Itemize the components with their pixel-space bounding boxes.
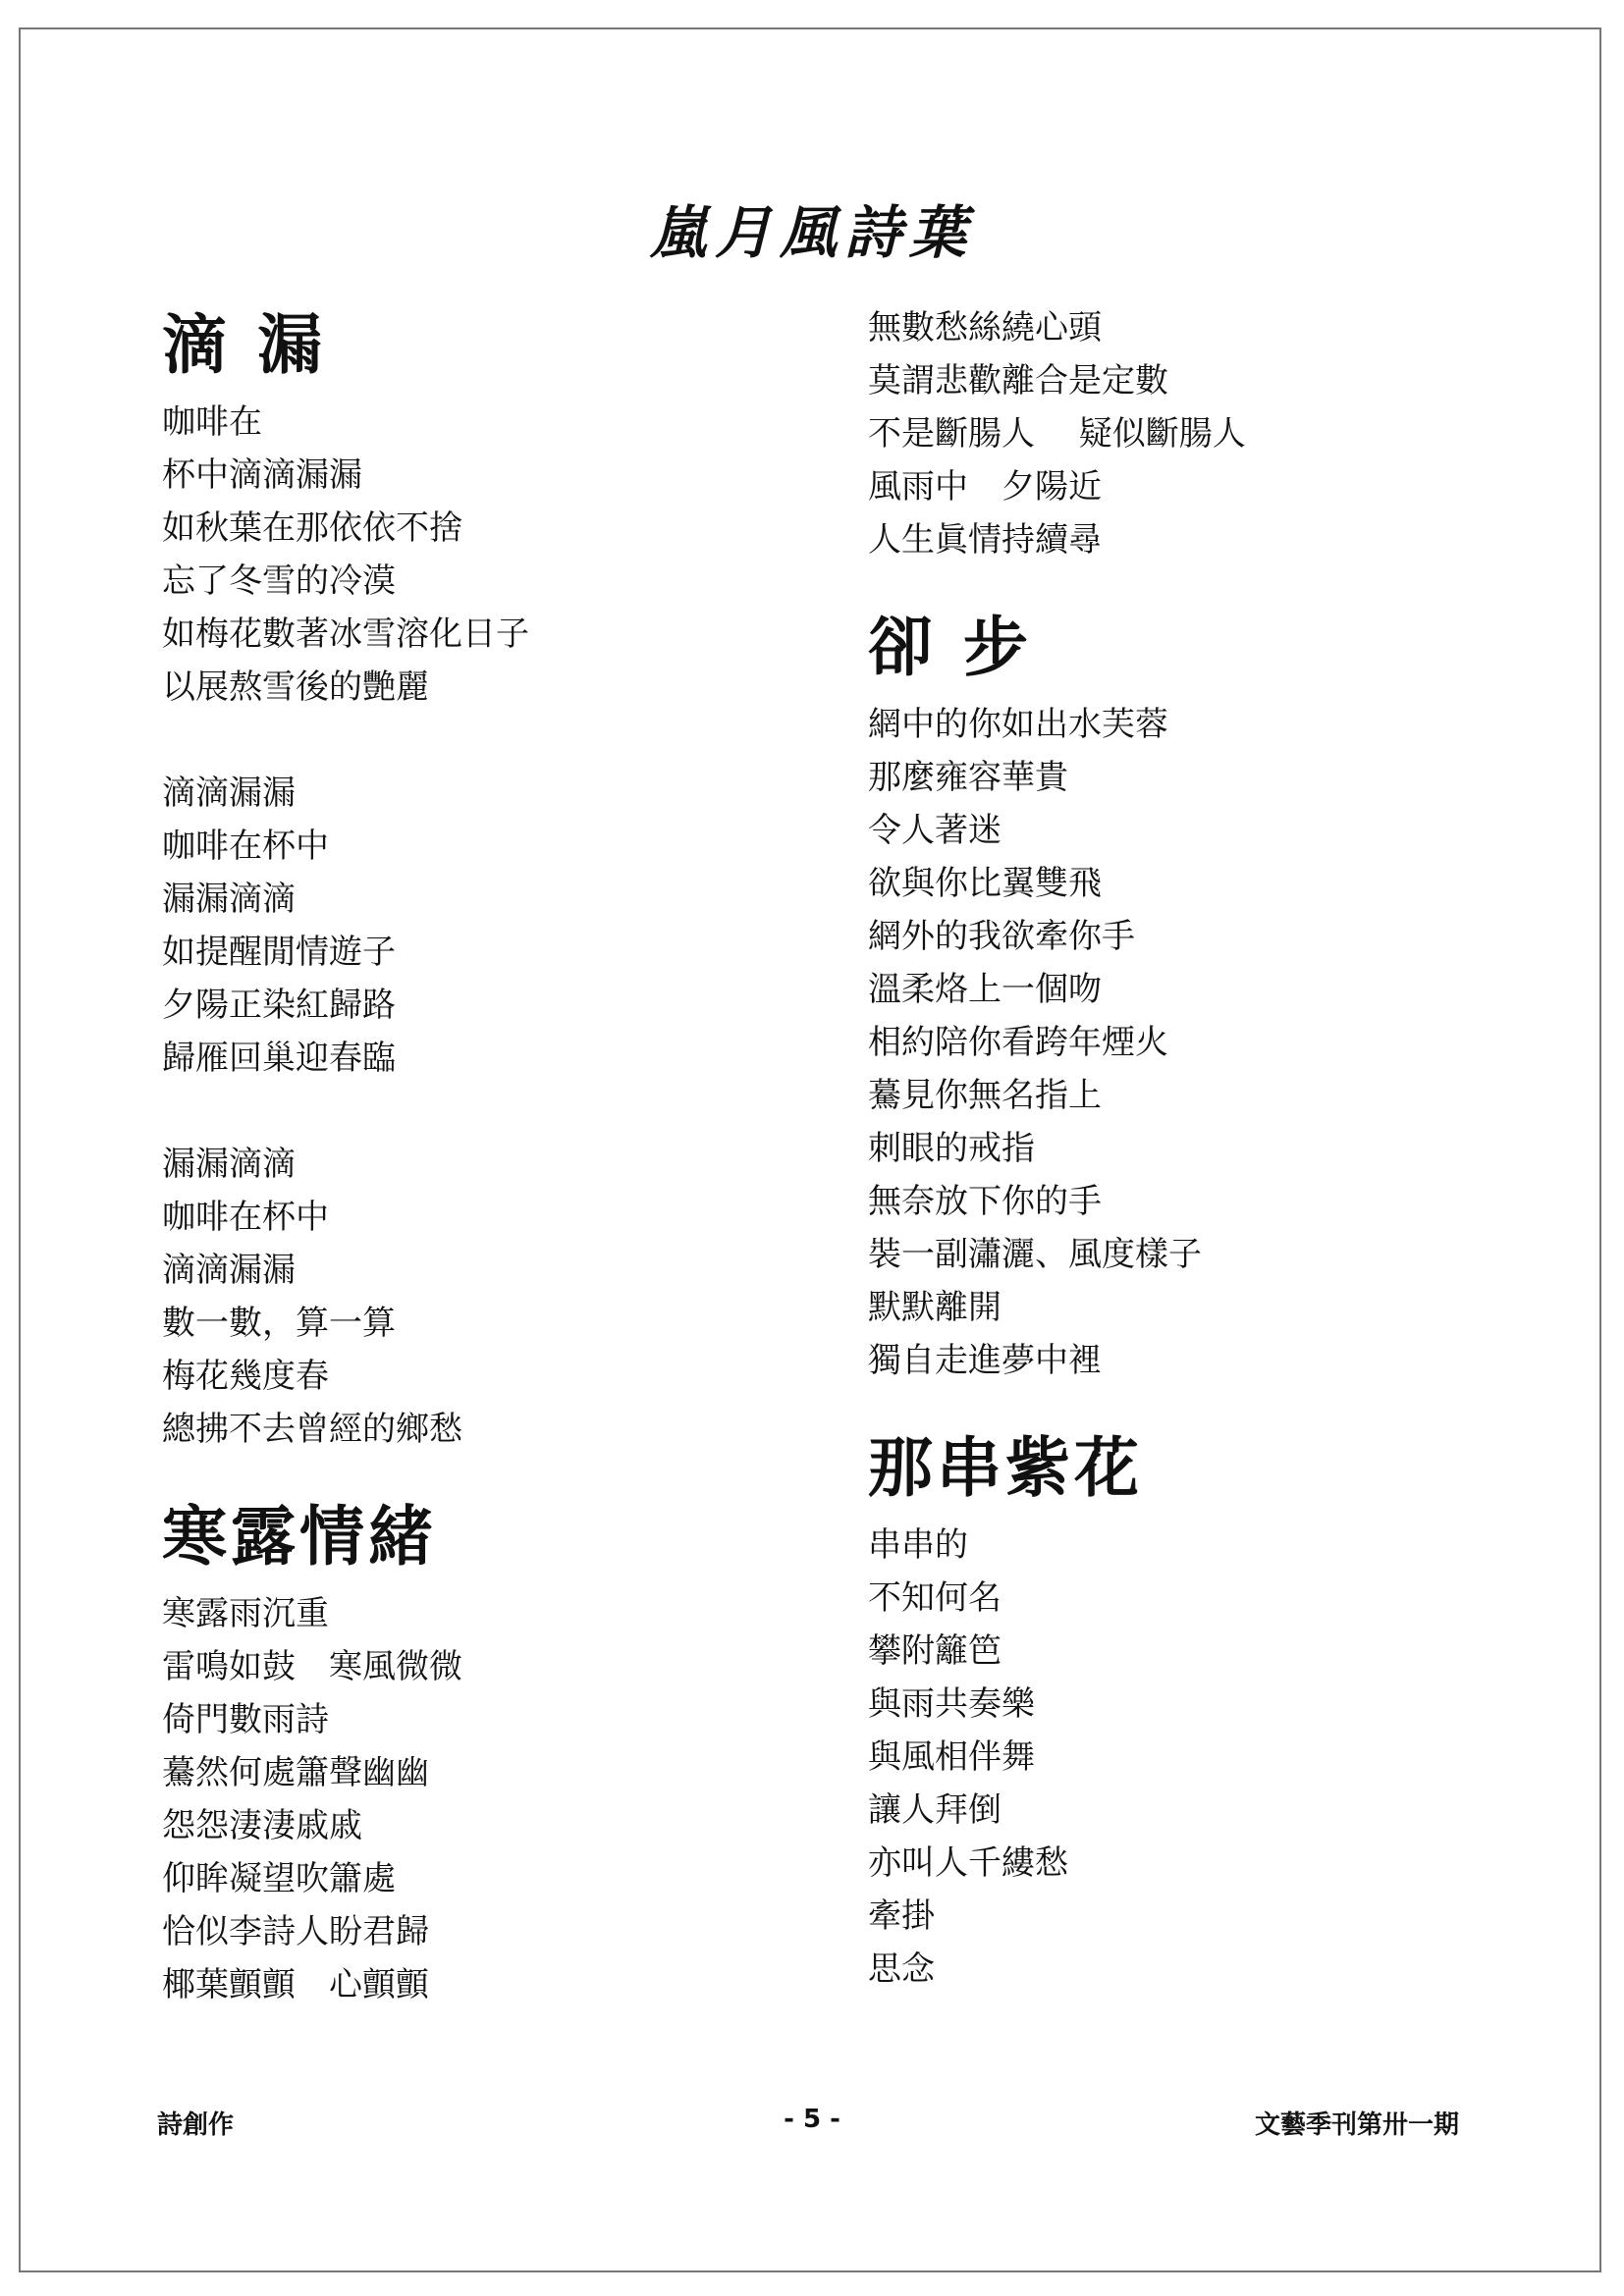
stanza-break <box>162 714 790 767</box>
poem-spacer <box>868 566 1496 612</box>
poem-line: 仰眸凝望吹簫處 <box>162 1859 396 1898</box>
poem-line: 如提醒閒情遊子 <box>162 933 396 972</box>
poem <box>162 306 790 1456</box>
poem-line: 網外的我欲牽你手 <box>868 917 1135 956</box>
poem-line: 風雨中 夕陽近 <box>868 467 1102 507</box>
poem-line: 與風相伴舞 <box>868 1737 1035 1777</box>
poem-line: 攀附籬笆 <box>868 1631 1001 1671</box>
poem-line: 欲與你比翼雙飛 <box>868 864 1102 903</box>
poem-body <box>868 698 1496 1387</box>
poem-title: 滴 漏 <box>162 306 326 383</box>
poem-line: 歸雁回巢迎春臨 <box>162 1039 396 1078</box>
poem-line: 人生眞情持續尋 <box>868 520 1102 560</box>
poem-line: 那麼雍容華貴 <box>868 758 1068 797</box>
poem-line: 漏漏滴滴 <box>162 1145 296 1184</box>
poem-line: 夕陽正染紅歸路 <box>162 986 396 1025</box>
poem-line: 無奈放下你的手 <box>868 1182 1102 1221</box>
poem-line: 讓人拜倒 <box>868 1790 1001 1830</box>
poem-line: 忘了冬雪的冷漠 <box>162 561 396 601</box>
poem-line: 驀然何處簫聲幽幽 <box>162 1753 429 1792</box>
poem-body <box>868 301 1496 566</box>
poem-line: 梅花幾度春 <box>162 1357 329 1396</box>
poem <box>868 609 1496 1387</box>
left-column <box>162 306 790 2011</box>
footer-publication: 文藝季刊第卅一期 <box>1255 2110 1460 2140</box>
poem-line: 驀見你無名指上 <box>868 1076 1102 1115</box>
poem-line: 數一數，算一算 <box>162 1304 396 1343</box>
poem-line: 獨自走進夢中裡 <box>868 1341 1102 1380</box>
poem-line: 溫柔烙上一個吻 <box>868 970 1102 1009</box>
poem-line: 與雨共奏樂 <box>868 1684 1035 1724</box>
footer-section-label: 詩創作 <box>157 2110 235 2140</box>
poem-line: 裝一副瀟灑、風度樣子 <box>868 1235 1202 1274</box>
poem-line: 總拂不去曾經的鄉愁 <box>162 1410 462 1449</box>
poem-line: 相約陪你看跨年煙火 <box>868 1023 1168 1062</box>
poem-line: 怨怨淒淒戚戚 <box>162 1806 362 1845</box>
poem-line: 莫謂悲歡離合是定數 <box>868 361 1168 400</box>
poem-line: 如秋葉在那依依不捨 <box>162 508 462 548</box>
poem-line: 不知何名 <box>868 1578 1001 1618</box>
poem-line: 漏漏滴滴 <box>162 880 296 919</box>
poem-line: 牽掛 <box>868 1896 935 1936</box>
poem-line: 咖啡在杯中 <box>162 827 329 866</box>
poem-line: 咖啡在杯中 <box>162 1198 329 1237</box>
poem-title: 卻 步 <box>868 609 1032 685</box>
stanza-break <box>162 1085 790 1138</box>
poem-line: 網中的你如出水芙蓉 <box>868 705 1168 744</box>
page-title: 嵐月風詩葉 <box>649 199 974 266</box>
poem-title: 寒露情緒 <box>162 1498 437 1575</box>
poem <box>162 1498 790 2011</box>
poem-line: 杯中滴滴漏漏 <box>162 455 362 495</box>
poem-line: 不是斷腸人 疑似斷腸人 <box>868 414 1246 454</box>
poem-line: 咖啡在 <box>162 402 262 442</box>
poem-line: 無數愁絲繞心頭 <box>868 308 1102 347</box>
poem-line: 思念 <box>868 1949 935 1989</box>
poem-line: 亦叫人千縷愁 <box>868 1843 1068 1883</box>
poem-line: 默默離開 <box>868 1288 1001 1327</box>
poem-body <box>868 1519 1496 1996</box>
poem-spacer <box>868 1387 1496 1432</box>
poem-line: 倚門數雨詩 <box>162 1700 329 1739</box>
poem-line: 串串的 <box>868 1525 968 1565</box>
right-column <box>868 309 1496 1996</box>
poem-line: 滴滴漏漏 <box>162 774 296 813</box>
poem-body <box>162 396 790 1456</box>
poem-line: 寒露雨沉重 <box>162 1594 329 1633</box>
poem-line: 如梅花數著冰雪溶化日子 <box>162 614 529 654</box>
poem-line: 雷鳴如鼓 寒風微微 <box>162 1647 462 1686</box>
poem-line: 恰似李詩人盼君歸 <box>162 1912 429 1951</box>
poem-spacer <box>162 1456 790 1501</box>
poem-line: 令人著迷 <box>868 811 1001 850</box>
poem-line: 椰葉顫顫 心顫顫 <box>162 1965 429 2004</box>
footer-page-number: - 5 - <box>784 2105 840 2134</box>
poem-line: 刺眼的戒指 <box>868 1129 1035 1168</box>
poem-title: 那串紫花 <box>868 1429 1143 1506</box>
poem <box>868 301 1496 566</box>
poem-body <box>162 1587 790 2011</box>
poem <box>868 1429 1496 1996</box>
poem-line: 滴滴漏漏 <box>162 1251 296 1290</box>
poem-line: 以展熬雪後的艷麗 <box>162 667 429 707</box>
